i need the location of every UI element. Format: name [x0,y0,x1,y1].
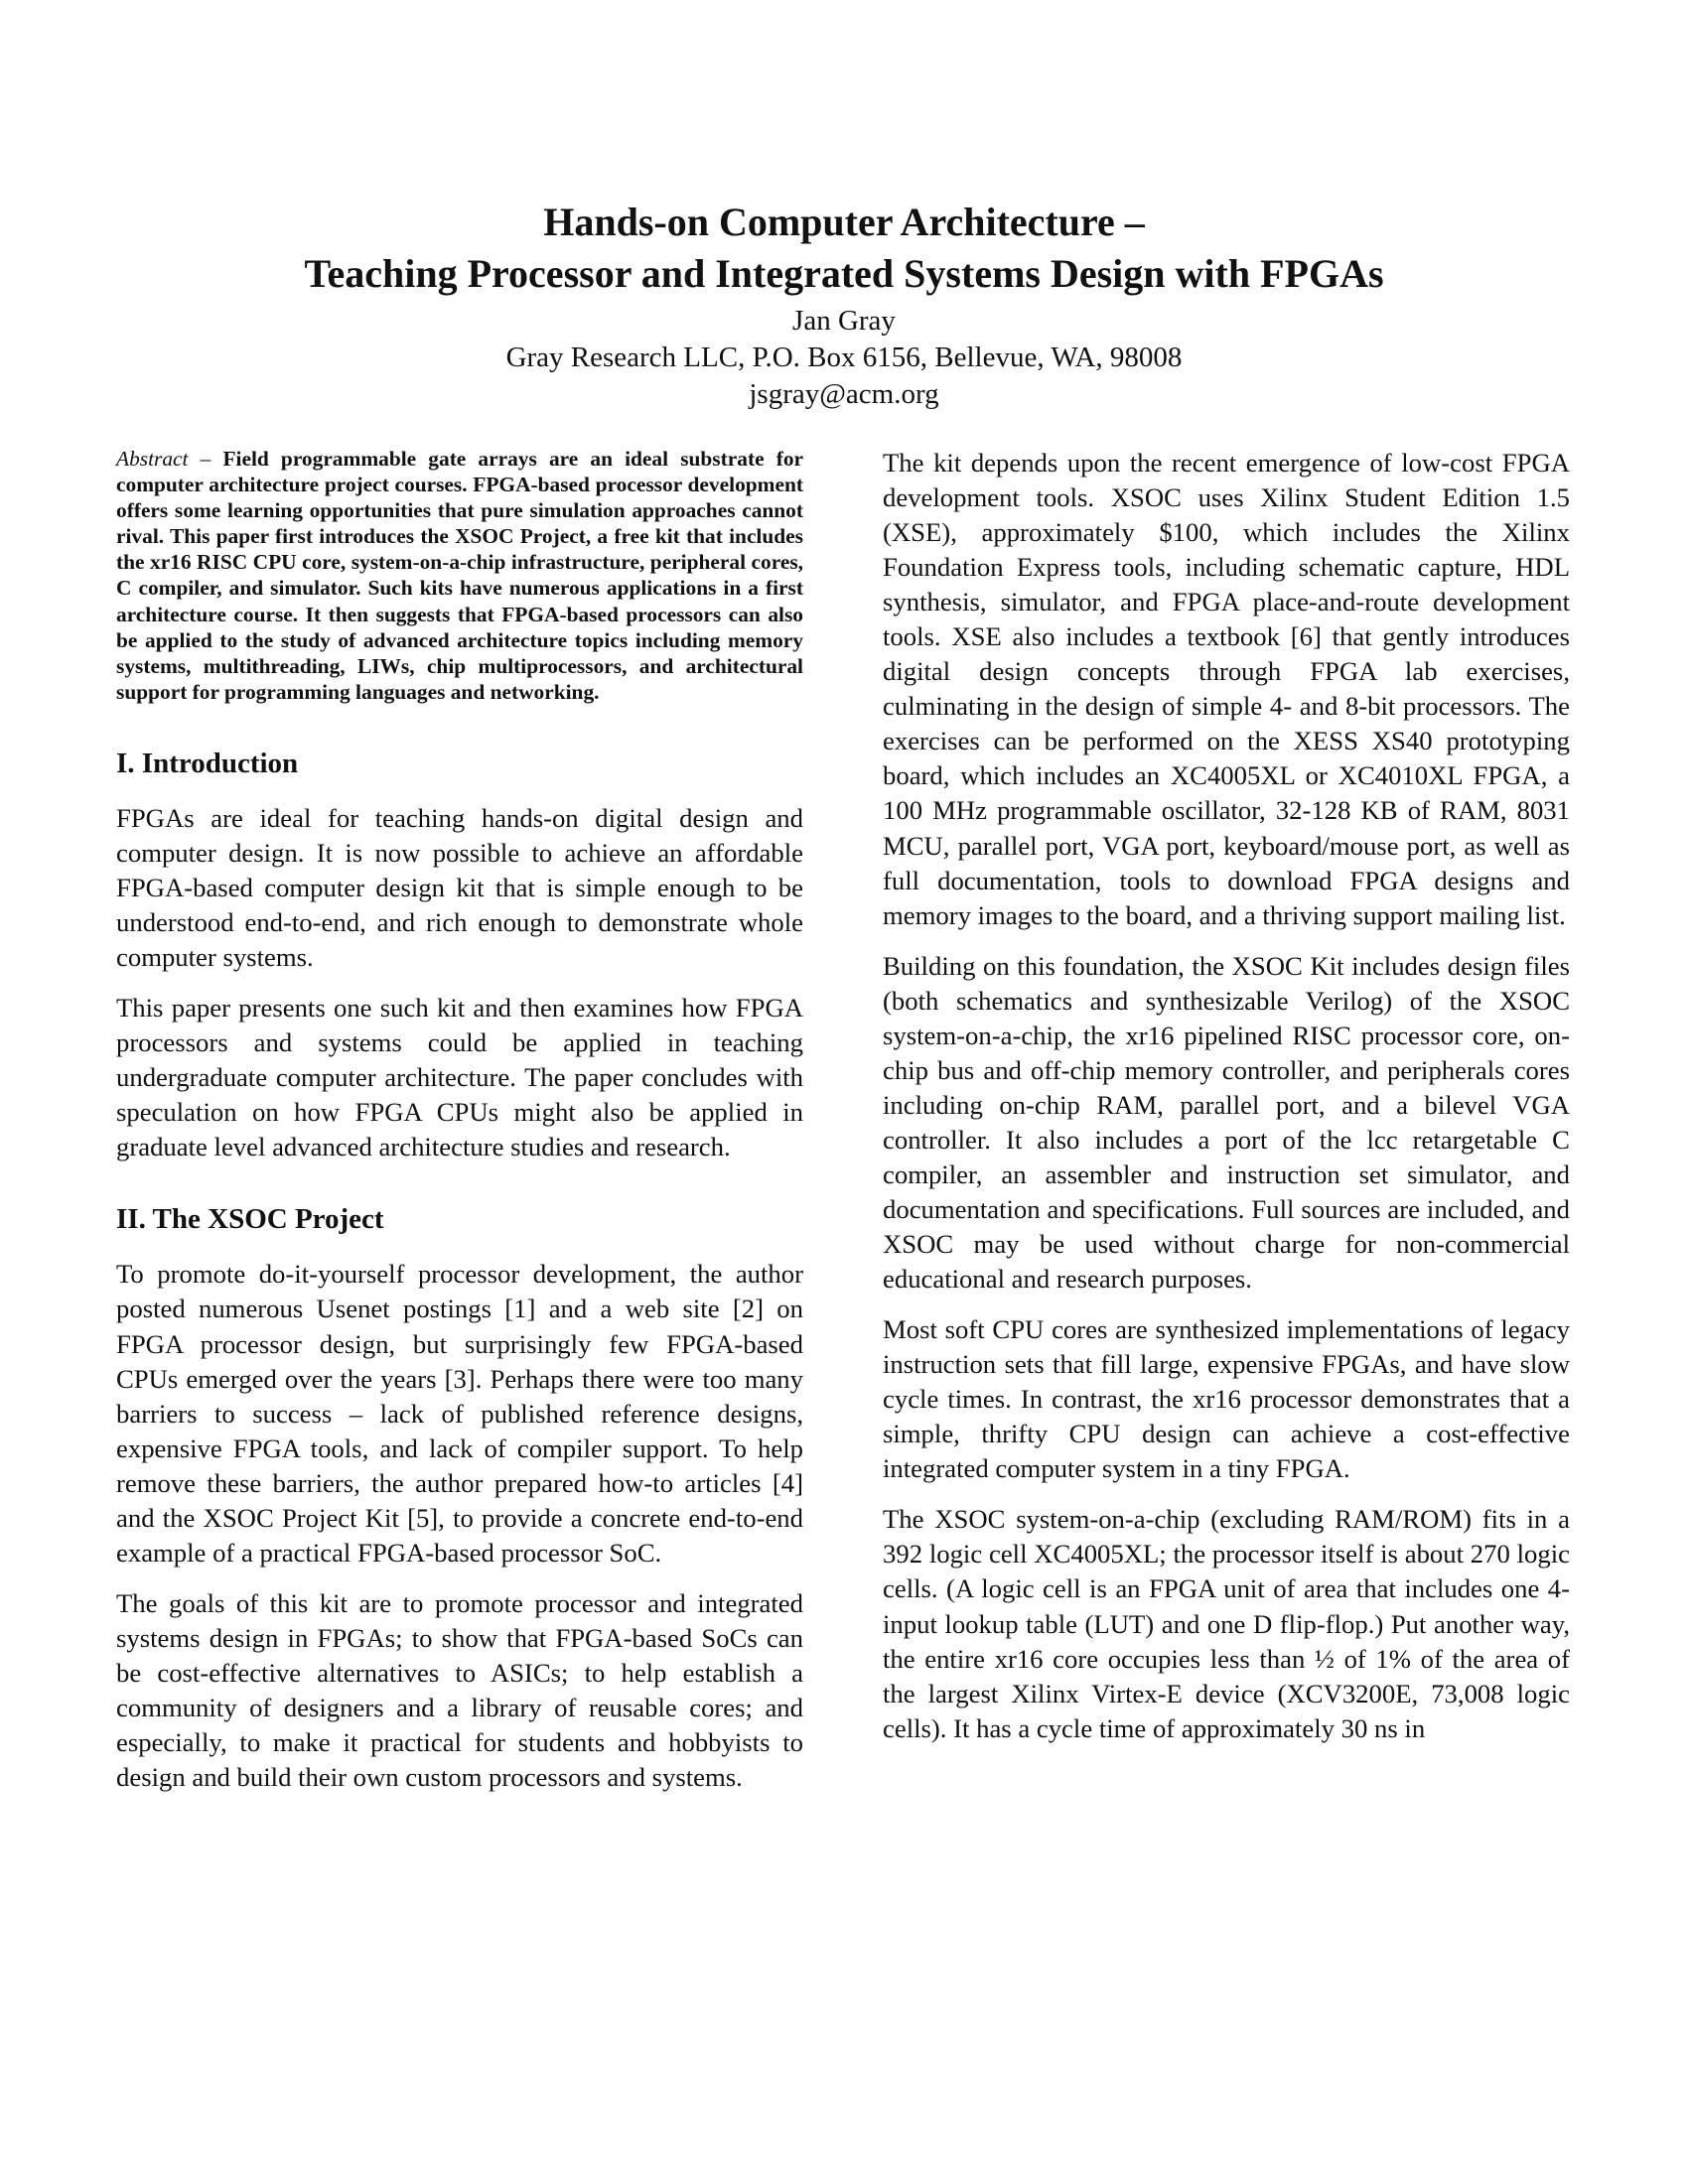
intro-paragraph-2: This paper presents one such kit and then examines how FPGA processors and systems could be applied in teaching undergraduate computer architecture. The paper concludes with speculation on how FPGA CPUs might also be applied in graduate level advanced architecture studies and research. [116,993,803,1162]
paper-header [0,197,1688,413]
left-column [116,446,803,1811]
right-paragraph-4: The XSOC system-on-a-chip (excluding RAM/ROM) fits in a 392 logic cell XC4005XL; the processor itself is about 270 logic cells. (A logic cell is an FPGA unit of area that includes one 4-input lookup table (LUT) and one D flip-flop.) Put another way, the entire xr16 core occupies less than ½ of 1% of the area of the largest Xilinx Virtex-E device (XCV3200E, 73,008 logic cells). It has a cycle time of approximately 30 ns in [883,1504,1570,1743]
abstract-text: Field programmable gate arrays are an ideal substrate for computer architecture project courses. FPGA-based processor development offers some learning opportunities that pure simulation approaches cannot rival. This paper first introduces the XSOC Project, a free kit that includes the xr16 RISC CPU core, system-on-a-chip infrastructure, peripheral cores, C compiler, and simulator. Such kits have numerous applications in a first architecture course. It then suggests that FPGA-based processors can also be applied to the study of advanced architecture topics including memory systems, multithreading, LIWs, chip multiprocessors, and architectural support for programming languages and networking. [116,447,804,704]
abstract [116,446,803,705]
paper-title [0,197,1688,300]
author-name: Jan Gray [792,305,896,337]
author-email: jsgray@acm.org [749,378,939,410]
right-paragraph-3: Most soft CPU cores are synthesized implementations of legacy instruction sets that fill large, expensive FPGAs, and have slow cycle times. In contrast, the xr16 processor demonstrates that a simple, thrifty CPU design can achieve a cost-effective integrated computer system in a tiny FPGA. [883,1314,1570,1484]
section-heading-xsoc-project: II. The XSOC Project [116,1203,384,1236]
abstract-dash: – [188,447,223,471]
section-heading-introduction: I. Introduction [116,747,299,779]
xsoc-paragraph-1: To promote do-it-yourself processor development, the author posted numerous Usenet postings [1] and a web site [2] on FPGA processor design, but surprisingly few FPGA-based CPUs emerged over the years [3]. Perhaps there were too many barriers to success – lack of published reference designs, expensive FPGA tools, and lack of compiler support. To help remove these barriers, the author prepared how-to articles [4] and the XSOC Project Kit [5], to provide a concrete end-to-end example of a practical FPGA-based processor SoC. [116,1259,803,1568]
xsoc-paragraph-2: The goals of this kit are to promote processor and integrated systems design in FPGAs; to show that FPGA-based SoCs can be cost-effective alternatives to ASICs; to help establish a community of designers and a library of reusable cores; and especially, to make it practical for students and hobbyists to design and build their own custom processors and systems. [116,1587,803,1793]
right-column [883,446,1570,1762]
author-affiliation: Gray Research LLC, P.O. Box 6156, Bellevue, WA, 98008 [505,341,1183,373]
abstract-label: Abstract [116,447,189,471]
right-paragraph-2: Building on this foundation, the XSOC Kit includes design files (both schematics and synthesizable Verilog) of the XSOC system-on-a-chip, the xr16 pipelined RISC processor core, on-chip bus and off-chip memory controller, and peripherals cores including on-chip RAM, parallel port, and a bilevel VGA controller. It also includes a port of the lcc retargetable C compiler, an assembler and instruction set simulator, and documentation and specifications. Full sources are included, and XSOC may be used without charge for non-commercial educational and research purposes. [883,950,1570,1295]
right-paragraph-1: The kit depends upon the recent emergence of low-cost FPGA development tools. XSOC uses Xilinx Student Edition 1.5 (XSE), approximately $100, which includes the Xilinx Foundation Express tools, including schematic capture, HDL synthesis, simulator, and FPGA place-and-route development tools. XSE also includes a textbook [6] that gently introduces digital design concepts through FPGA lab exercises, culminating in the design of simple 4- and 8-bit processors. The exercises can be performed on the XESS XS40 prototyping board, which includes an XC4005XL or XC4010XL FPGA, a 100 MHz programmable oscillator, 32-128 KB of RAM, 8031 MCU, parallel port, VGA port, keyboard/mouse port, as well as full documentation, tools to download FPGA designs and memory images to the board, and a thriving support mailing list. [883,448,1570,930]
title-line-1: Hands-on Computer Architecture – [543,200,1145,244]
title-line-2: Teaching Processor and Integrated Systems Design with FPGAs [304,251,1384,296]
intro-paragraph-1: FPGAs are ideal for teaching hands-on digital design and computer design. It is now possible to achieve an affordable FPGA-based computer design kit that is simple enough to be understood end-to-end, and rich enough to demonstrate whole computer systems. [116,802,803,973]
